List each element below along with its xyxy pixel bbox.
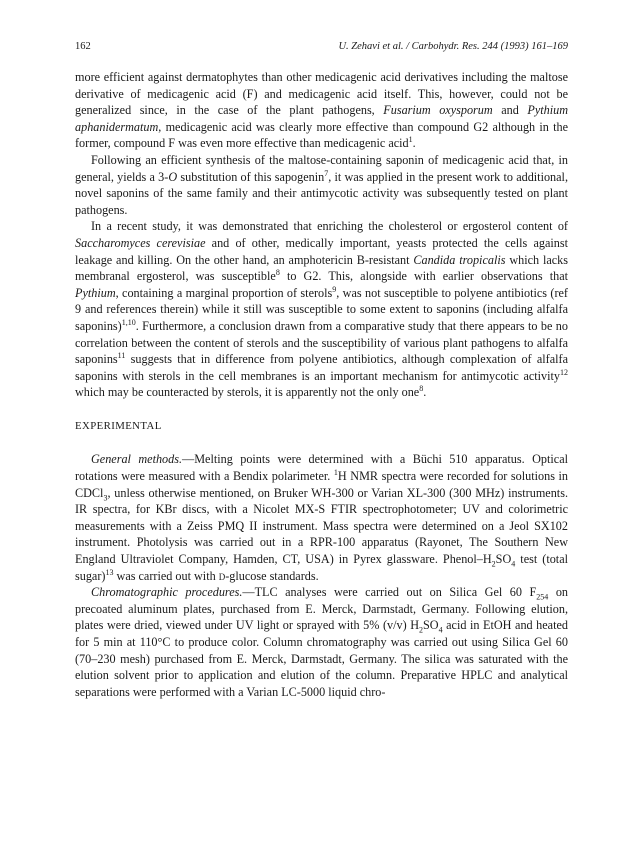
species-name: Candida tropicalis — [413, 252, 506, 267]
text-run: suggests that in difference from polyene antibiotics, although complexation of alfalfa saponins with sterols in the cell membranes is an important mechanism for antimycotic activity — [75, 352, 568, 383]
text-run: more efficient against dermatophytes than other medicagenic acid derivatives including the maltose derivative of medicagenic acid (F) and medicagenic acid itself. This, however, could not be generalized since, in the case of the plant pathogens, — [75, 70, 568, 118]
subscript: 2 — [419, 625, 423, 635]
subscript: 4 — [438, 625, 443, 635]
article-body — [75, 69, 568, 700]
text-run: —TLC analyses were carried out on Silica Gel 60 F — [242, 585, 537, 600]
paragraph-2 — [75, 152, 568, 218]
species-name: Pythium aphanidermatum — [75, 103, 568, 134]
text-run: which lacks membranal ergosterol, was susceptible — [75, 252, 568, 284]
text-run: —Melting points were determined with a Büchi 510 apparatus. Optical rotations were measured with a Bendix polarimeter. — [75, 452, 568, 484]
subscript: 4 — [511, 559, 516, 569]
page-number: 162 — [75, 41, 91, 52]
subsection-title: Chromatographic procedures. — [91, 585, 243, 600]
text-run: . — [423, 385, 427, 400]
reference-marker: 11 — [117, 351, 126, 361]
text-run: H NMR spectra were recorded for solutions in CDCl — [75, 469, 569, 500]
text-run: was carried out with — [113, 568, 219, 583]
text-run: to G2. This, alongside with earlier observations that — [279, 269, 568, 284]
species-name: Fusarium oxysporum — [383, 103, 493, 118]
paragraph-3 — [75, 218, 568, 401]
text-run: and — [492, 103, 528, 118]
journal-page — [75, 40, 568, 700]
reference-marker: 1,10 — [121, 317, 136, 327]
reference-marker: 12 — [560, 367, 568, 377]
subsection-title: General methods. — [91, 452, 183, 467]
text-run: SO — [495, 552, 512, 567]
position-label: O — [168, 169, 178, 184]
text-run: test (total sugar) — [75, 552, 568, 583]
reference-marker: 9 — [332, 284, 337, 294]
text-run: In a recent study, it was demonstrated that enriching the cholesterol or ergosterol content of — [91, 219, 568, 234]
text-run: acid in EtOH and heated for 5 min at 110°C to produce color. Column chromatography was carried out using Silica Gel 60 (70–230 mesh) purchased from E. Merck, Darmstadt, Germany. The silica was saturated with the elution solvent prior to application and elution of the column. Preparative HPLC and analytical separations were performed with a Varian LC-5000 liquid chro- — [75, 618, 568, 699]
text-run: on precoated aluminum plates, purchased from E. Merck, Darmstadt, Germany. Following elution, plates were dried, viewed under UV light or sprayed with 5% (v/v) H — [75, 585, 569, 633]
reference-marker: 8 — [275, 268, 280, 278]
paragraph-1 — [75, 69, 568, 152]
reference-marker: 1 — [408, 135, 413, 145]
subscript: 254 — [536, 592, 549, 602]
text-run: SO — [423, 618, 439, 633]
journal-citation: U. Zehavi et al. / Carbohydr. Res. 244 (1993) 161–169 — [338, 41, 568, 52]
paragraph-general-methods — [75, 451, 568, 584]
species-name: Saccharomyces cerevisiae — [75, 235, 206, 250]
text-run: . Furthermore, a conclusion drawn from a comparative study that there appears to be no correlation between the content of sterols and the susceptibility of various plant pathogens to alfalfa saponins — [75, 318, 568, 367]
species-name: Pythium — [75, 285, 116, 300]
text-run: , containing a marginal proportion of sterols — [115, 285, 333, 300]
reference-marker: 8 — [419, 384, 424, 394]
running-head — [75, 40, 568, 53]
subscript: 2 — [491, 559, 496, 569]
text-run: which may be counteracted by sterols, it is apparently not the only one — [75, 385, 420, 400]
section-heading-experimental: EXPERIMENTAL — [75, 419, 162, 432]
text-run: . — [412, 136, 416, 151]
text-run: , unless otherwise mentioned, on Bruker WH-300 or Varian XL-300 (300 MHz) instruments. IR spectra, for KBr discs, with a Nicolet MX-S FTIR spectrophotometer; UV and colorimetric measurements with a Zeiss PMQ II instrument. Mass spectra were determined on a Jeol SX102 instrument. Photolysis was carried out in a RPR-100 apparatus (Rayonet, The Southern New England Ultraviolet Company, Hamden, CT, USA) in Pyrex glassware. Phenol–H — [75, 485, 568, 567]
text-run: Following an efficient synthesis of the maltose-containing saponin of medicagenic acid that, in general, yields a 3- — [75, 152, 568, 184]
text-run: , it was applied in the present work to additional, novel saponins of the same family and their antimycotic activity was subsequently tested on plant pathogens. — [75, 169, 568, 217]
text-run: substitution of this sapogenin — [177, 169, 325, 184]
text-run: , was not susceptible to polyene antibiotics (ref 9 and references therein) while it still was susceptible to some extent to saponins (including alfalfa saponins) — [75, 285, 568, 333]
paragraph-chromatographic-procedures — [75, 584, 568, 700]
subscript: 3 — [103, 493, 108, 503]
text-run: -glucose standards. — [225, 568, 319, 583]
reference-marker: 13 — [105, 567, 114, 577]
text-run: , medicagenic acid was clearly more effective than compound G2 although in the former, compound F was even more effective than medicagenic acid — [75, 119, 568, 151]
text-run: and of other, medically important, yeasts protected the cells against leakage and killing. On the other hand, an amphotericin B-resistant — [75, 235, 568, 267]
small-caps-prefix: d — [218, 568, 226, 583]
isotope-superscript: 1 — [333, 468, 338, 477]
reference-marker: 7 — [324, 168, 329, 178]
